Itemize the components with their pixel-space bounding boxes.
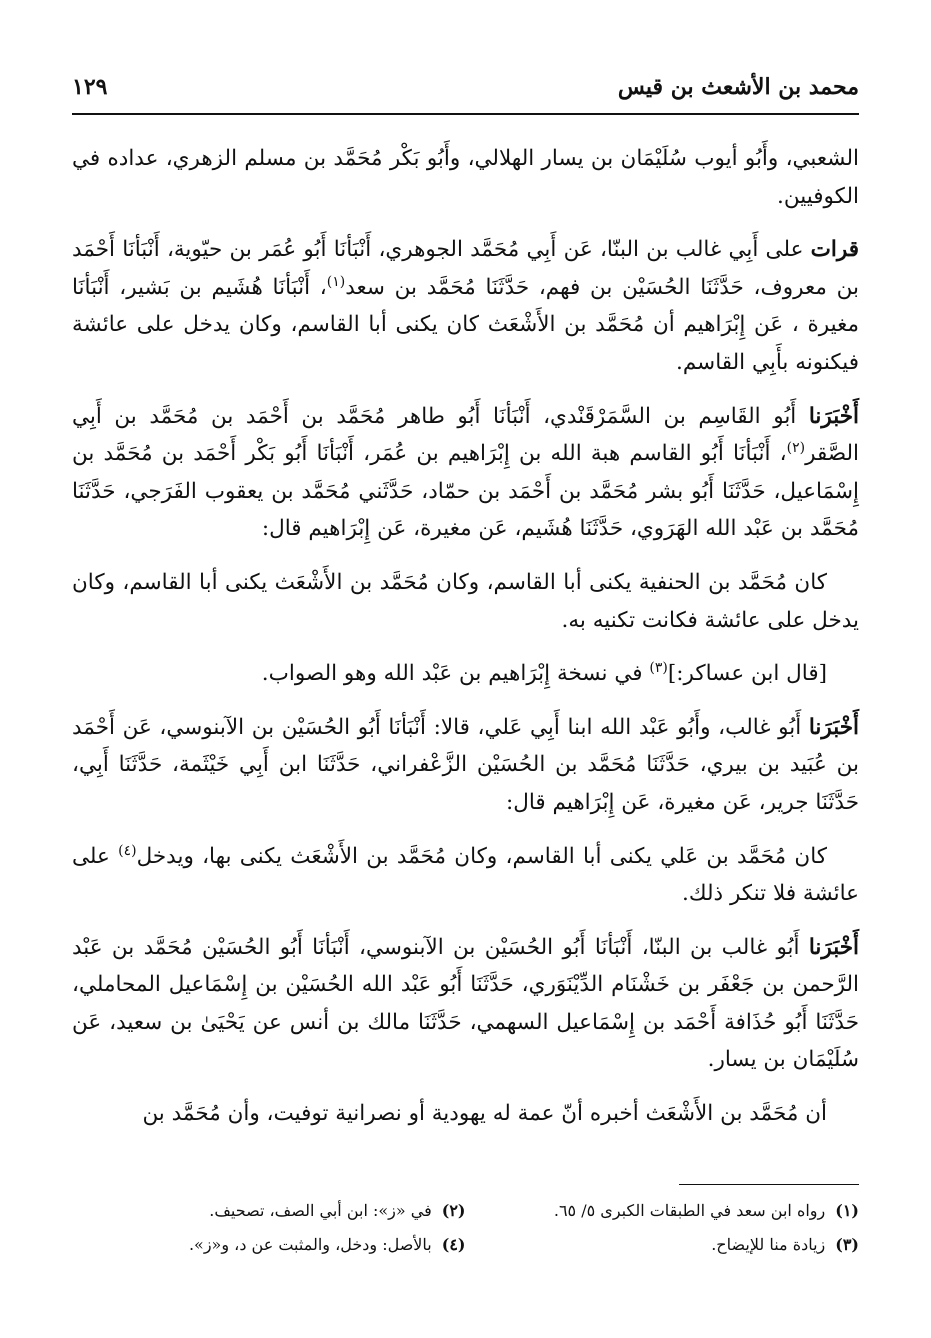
footnote-1 [466, 1194, 860, 1228]
footnote-text: بالأصل: ودخل، والمثبت عن د، و«ز». [188, 1235, 432, 1254]
page-number: ١٢٩ [72, 74, 108, 100]
paragraph-text: على عائشة فلا تنكر ذلك. [72, 843, 859, 907]
footnote-rule [679, 1184, 859, 1185]
isnad-keyword: قرات [810, 237, 859, 263]
paragraph [72, 1095, 859, 1133]
footnote-row [72, 1228, 859, 1262]
footnote-ref: (٣) [649, 659, 668, 676]
paragraph [72, 709, 859, 822]
footnote-number: (٣) [835, 1235, 859, 1254]
footnote-2 [72, 1194, 466, 1228]
running-title: محمد بن الأشعث بن قيس [617, 74, 859, 100]
paragraph-text: ، أَنْبَأنَا أَبُو القاسم هبة الله بن إِبْرَاهيم بن عُمَر، أَنْبَأنَا أَبُو بَكْر أَحْمَد بن مُحَمَّد بن إِسْمَاعيل، حَدَّثَنَا أَبُو بشر مُحَمَّد بن أَحْمَد بن حمّاد، حَدَّثَني مُحَمَّد بن يعقوب الفَرَجي، حَدَّثَنَا مُحَمَّد بن عَبْد الله الهَرَوي، حَدَّثَنَا هُشَيم، عَن مغيرة، عَن إِبْرَاهيم قال: [72, 441, 859, 542]
footnote-text: رواه ابن سعد في الطبقات الكبرى ٥/ ٦٥. [553, 1201, 826, 1220]
paragraph-text: في نسخة إِبْرَاهيم بن عَبْد الله وهو الصواب. [261, 661, 650, 687]
header-rule [72, 113, 859, 115]
paragraph-text: أَبُو القَاسِم بن السَّمَرْقَنْدي، أَنْبَأنَا أَبُو طاهر مُحَمَّد بن أَحْمَد بن مُحَمَّد بن أَبِي الصَّقر [72, 403, 859, 467]
paragraph-text: على أَبِي غالب بن البنّا، عَن أَبِي مُحَمَّد الجوهري، أَنْبَأنَا أَبُو عُمَر بن حيّوية، أَنْبَأنَا أَحْمَد بن معروف، حَدَّثَنَا الحُسَيْن بن فهم، حَدَّثَنَا مُحَمَّد بن سعد [72, 237, 859, 300]
isnad-keyword: أَخْبَرَنا [808, 403, 859, 429]
running-header [72, 74, 859, 108]
footnote-ref: (٢) [786, 440, 806, 456]
paragraph-text: ، أَنْبَأنَا هُشَيم بن بَشير، أَنْبَأنَا مغيرة ، عَن إِبْرَاهيم أن مُحَمَّد بن الأَشْعَث كان يكنى أبا القاسم، وكان يدخل على عائشة فيكنونه بأَبِي القاسم. [72, 274, 859, 375]
paragraph [72, 655, 859, 693]
paragraph [72, 140, 859, 215]
paragraph [72, 929, 859, 1079]
footnote-number: (١) [835, 1201, 859, 1220]
footnote-3 [466, 1228, 860, 1262]
paragraph-text: أن مُحَمَّد بن الأَشْعَث أخبره أنّ عمة له يهودية أو نصرانية توفيت، وأن مُحَمَّد بن [142, 1101, 827, 1127]
footnote-ref: (٤) [118, 842, 137, 859]
footnotes [72, 1194, 859, 1262]
footnote-text: زيادة منا للإيضاح. [711, 1235, 826, 1254]
paragraph-text: كان مُحَمَّد بن الحنفية يكنى أبا القاسم، وكان مُحَمَّد بن الأَشْعَث يكنى أبا القاسم، وكان يدخل على عائشة فكانت تكنيه به. [72, 569, 859, 633]
footnote-number: (٤) [441, 1235, 466, 1254]
body-text [72, 140, 859, 1149]
isnad-keyword: أَخْبَرَنا [808, 934, 859, 960]
paragraph-text: كان مُحَمَّد بن عَلي يكنى أبا القاسم، وكان مُحَمَّد بن الأَشْعَث يكنى بها، ويدخل [136, 843, 827, 869]
footnote-number: (٢) [441, 1201, 466, 1220]
isnad-keyword: أَخْبَرَنا [808, 714, 859, 740]
footnote-ref: (١) [326, 273, 346, 290]
footnote-row [72, 1194, 859, 1228]
footnote-4 [72, 1228, 466, 1262]
paragraph [72, 838, 859, 913]
paragraph [72, 231, 859, 381]
paragraph [72, 564, 859, 639]
paragraph-text: أَبُو غالب بن البنّا، أَنْبَأنَا أَبُو الحُسَيْن بن الآبنوسي، أَنْبَأنَا أَبُو الحُسَيْن مُحَمَّد بن عَبْد الرَّحمن بن جَعْفَر بن خَشْنَام الدِّيْنَوَري، حَدَّثَنَا أَبُو عَبْد الله الحُسَيْن بن إِسْمَاعيل المحاملي، حَدَّثَنَا أَبُو حُذَافة أَحْمَد بن إِسْمَاعيل السهمي، حَدَّثَنَا مالك بن أنس عن يَحْيَىٰ بن سعيد، عَن سُلَيْمَان بن يسار. [72, 934, 859, 1073]
paragraph-text: الشعبي، وأَبُو أيوب سُلَيْمَان بن يسار الهلالي، وأَبُو بَكْر مُحَمَّد بن مسلم الزهري، عداده في الكوفيين. [72, 146, 859, 209]
paragraph [72, 398, 859, 548]
paragraph-text: [قال ابن عساكر:] [667, 661, 827, 687]
footnote-text: في «ز»: ابن أبي الصف، تصحيف. [209, 1201, 432, 1220]
paragraph-text: أَبُو غالب، وأَبُو عَبْد الله ابنا أَبِي عَلي، قالا: أَنْبَأنَا أَبُو الحُسَيْن بن الآبنوسي، عَن أَحْمَد بن عُبَيد بن بيري، حَدَّثَنَا مُحَمَّد بن الحُسَيْن الزَّعْفراني، حَدَّثَنَا ابن أَبِي خَيْثَمة، حَدَّثَنَا أَبِي، حَدَّثَنَا جرير، عَن مغيرة، عَن إِبْرَاهيم قال: [72, 714, 859, 815]
